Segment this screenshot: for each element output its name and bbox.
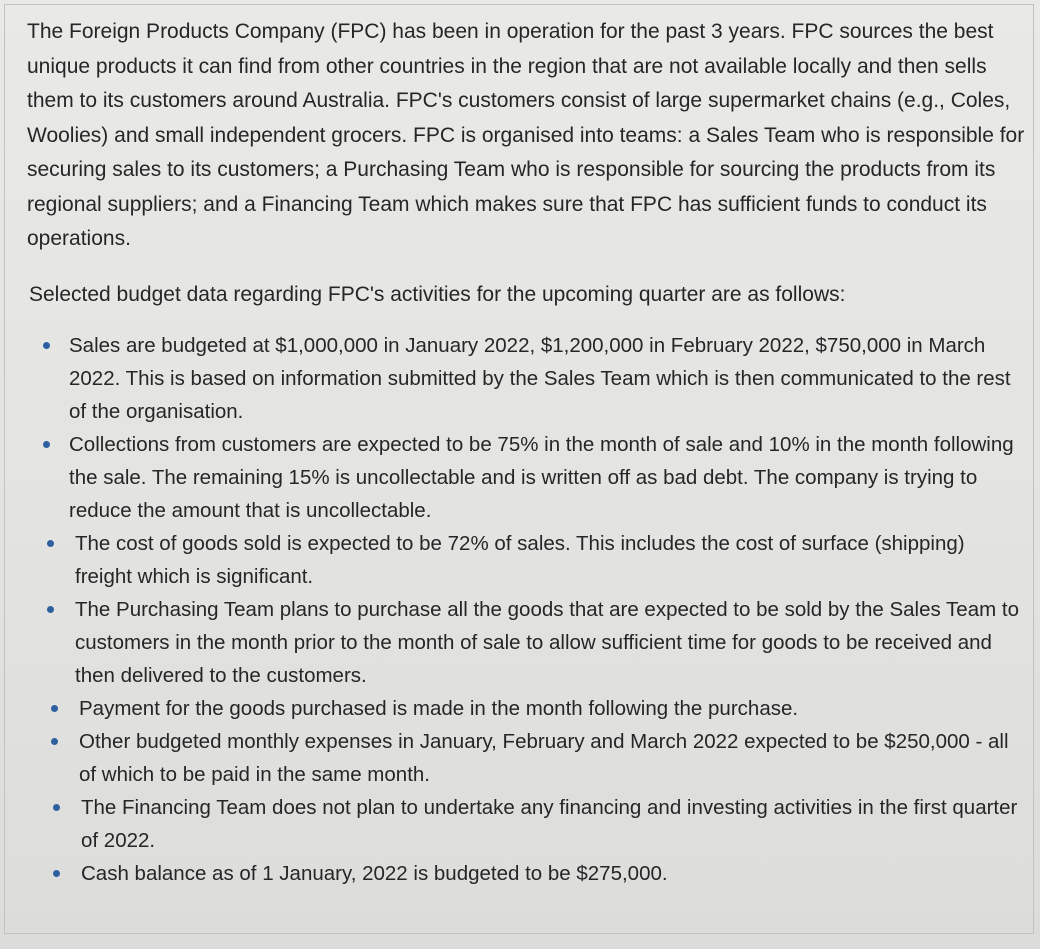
- content-panel: [4, 4, 1034, 934]
- bullet-dot: [51, 705, 58, 712]
- list-item: [69, 527, 1019, 593]
- list-item: [69, 791, 1019, 857]
- bullet-dot: [47, 540, 54, 547]
- list-item-text: Cash balance as of 1 January, 2022 is budgeted to be $275,000.: [81, 862, 668, 885]
- bullet-dot: [51, 738, 58, 745]
- list-item-text: The cost of goods sold is expected to be 72% of sales. This includes the cost of surface (shipping) freight which is significant.: [75, 532, 965, 588]
- bullet-dot: [47, 606, 54, 613]
- lead-sentence: Selected budget data regarding FPC's activities for the upcoming quarter are as follows:: [29, 283, 846, 306]
- list-item: [69, 692, 1019, 725]
- list-item-text: Other budgeted monthly expenses in January, February and March 2022 expected to be $250,000 - all of which to be paid in the same month.: [79, 730, 1009, 786]
- budget-data-list: [69, 329, 1019, 890]
- list-item-text: The Purchasing Team plans to purchase all the goods that are expected to be sold by the Sales Team to customers in the month prior to the month of sale to allow sufficient time for goods to be received and then delivered to the customers.: [75, 598, 1019, 687]
- list-item-text: Collections from customers are expected to be 75% in the month of sale and 10% in the month following the sale. The remaining 15% is uncollectable and is written off as bad debt. The company is trying to reduce the amount that is uncollectable.: [69, 433, 1014, 522]
- bullet-dot: [43, 441, 50, 448]
- list-item-text: The Financing Team does not plan to undertake any financing and investing activities in the first quarter of 2022.: [81, 796, 1018, 852]
- bullet-dot: [53, 870, 60, 877]
- intro-paragraph: The Foreign Products Company (FPC) has been in operation for the past 3 years. FPC sources the best unique products it can find from other countries in the region that are not available locally and then sells them to its customers around Australia. FPC's customers consist of large supermarket chains (e.g., Coles, Woolies) and small independent grocers. FPC is organised into teams: a Sales Team who is responsible for securing sales to its customers; a Purchasing Team who is responsible for sourcing the products from its regional suppliers; and a Financing Team which makes sure that FPC has sufficient funds to conduct its operations.: [27, 20, 1025, 250]
- list-item: [69, 725, 1019, 791]
- list-item: [69, 329, 1019, 428]
- list-item-text: Payment for the goods purchased is made in the month following the purchase.: [79, 697, 799, 720]
- list-item-text: Sales are budgeted at $1,000,000 in January 2022, $1,200,000 in February 2022, $750,000 in March 2022. This is based on information submitted by the Sales Team which is then communicated to the rest of the organisation.: [69, 334, 1011, 423]
- list-item: [69, 428, 1019, 527]
- bullet-dot: [53, 804, 60, 811]
- list-item: [69, 857, 1019, 890]
- bullet-dot: [43, 342, 50, 349]
- list-item: [69, 593, 1019, 692]
